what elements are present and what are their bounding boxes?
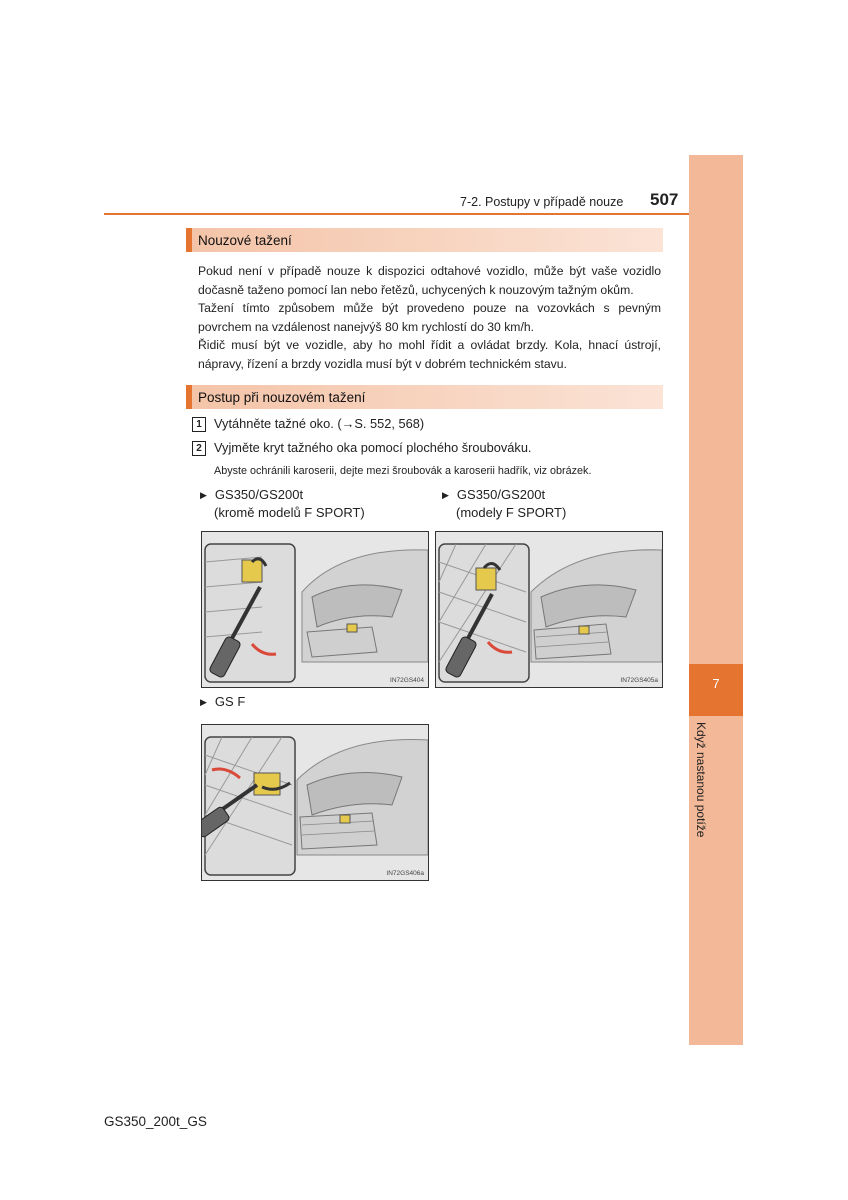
figure-code: IN72GS405a [620,677,658,684]
triangle-bullet-icon: ▶ [200,697,207,707]
footer-code: GS350_200t_GS [104,1114,207,1129]
step-item [192,416,424,432]
header-rule [104,213,689,215]
figure-code: IN72GS404 [390,677,424,684]
triangle-bullet-icon: ▶ [442,490,449,500]
illustration-gs-standard [201,531,429,688]
figure-code: IN72GS406a [386,870,424,877]
step-text: Vyjměte kryt tažného oka pomocí plochého šroubováku. [214,440,532,455]
illustration-gs-f [201,724,429,881]
page-number: 507 [650,190,679,209]
chapter-number: 7 [712,676,720,691]
step-number: 1 [192,417,206,432]
section-title: 7-2. Postupy v případě nouze [460,195,624,209]
paragraph: Pokud není v případě nouze k dispozici odtahové vozidlo, může být vaše vozidlo dočasně taženo pomocí lan nebo řetězů, uchycených k nouzovým tažným okům. [198,264,661,297]
car-front-illustration [202,725,428,880]
variant-model: GS350/GS200t [214,487,304,502]
variant-model: GS350/GS200t [456,487,546,502]
chapter-title: Když nastanou potíže [694,722,708,838]
emergency-towing-text [198,262,661,373]
variant-label [200,693,245,711]
variant-label [442,486,566,522]
illustration-gs-fsport [435,531,663,688]
paragraph: Tažení tímto způsobem může být provedeno pouze na vozovkách s pevným povrchem na vzdálenost nanejvýš 80 km rychlostí do 30 km/h. [198,301,661,334]
procedure-heading [186,385,663,409]
variant-model: GS F [214,694,246,709]
step-text: Vytáhněte tažné oko. (→S. 552, 568) [214,416,425,431]
step-note: Abyste ochránili karoserii, dejte mezi šroubovák a karoserii hadřík, viz obrázek. [214,465,592,477]
emergency-towing-heading [186,228,663,252]
paragraph: Řidič musí být ve vozidle, aby ho mohl řídit a ovládat brzdy. Kola, hnací ústrojí, nápravy, řízení a brzdy vozidla musí být v dobrém technickém stavu. [198,338,661,371]
heading-text: Postup při nouzovém tažení [198,390,366,405]
triangle-bullet-icon: ▶ [200,490,207,500]
variant-detail: (modely F SPORT) [456,505,567,520]
step-number: 2 [192,441,206,456]
step-item [192,440,532,456]
car-front-illustration [436,532,662,687]
heading-text: Nouzové tažení [198,233,292,248]
variant-label [200,486,365,522]
car-front-illustration [202,532,428,687]
variant-detail: (kromě modelů F SPORT) [214,505,365,520]
side-tab [689,155,743,1045]
